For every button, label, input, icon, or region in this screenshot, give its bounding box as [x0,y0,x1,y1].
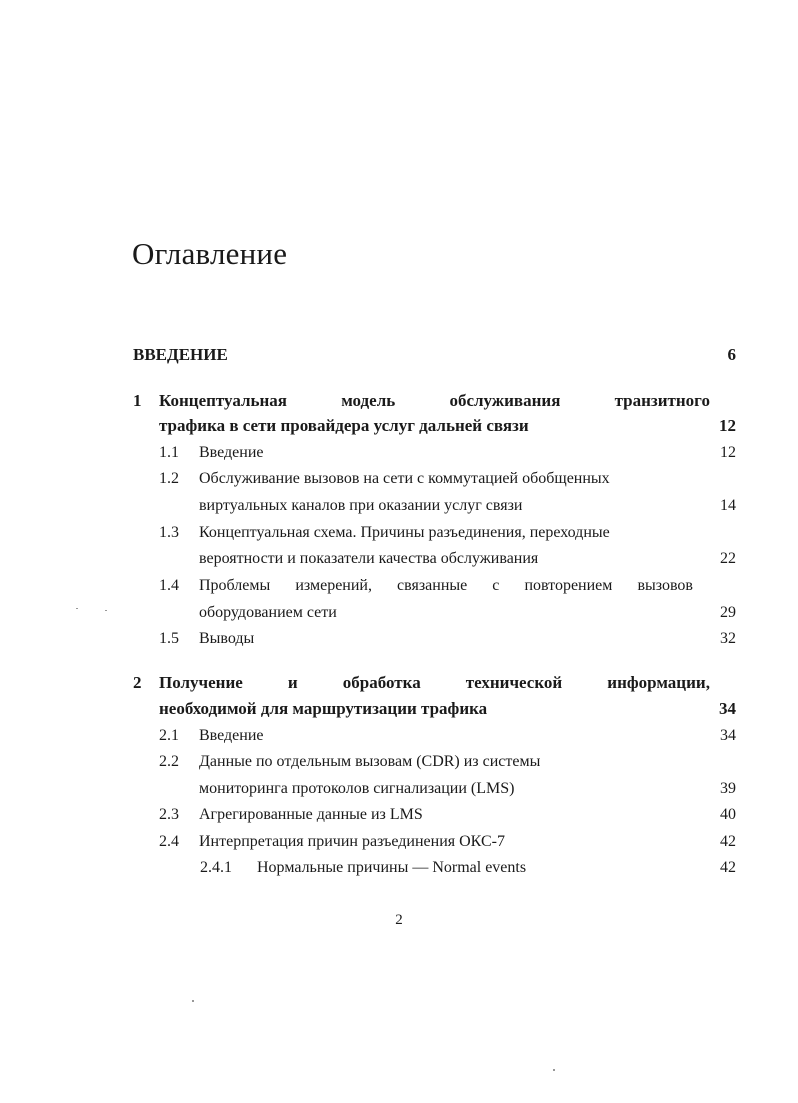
section-page: 34 [720,727,736,744]
toc-chapter-2[interactable] [0,671,798,695]
chapter-page: 34 [719,699,736,718]
scan-speck [192,1000,194,1002]
section-page: 29 [720,604,736,621]
chapter-title-line-2: трафика в сети провайдера услуг дальней связи [159,416,529,435]
section-title-line-2: оборудованием сети [199,604,337,621]
chapter-title-word: обработка [342,673,421,692]
toc-entry-introduction[interactable] [0,343,798,367]
section-number: 1.5 [159,630,179,647]
toc-section-1-3-line-2[interactable] [0,547,798,571]
chapter-title-word: информации, [607,673,710,692]
chapter-title-line-1 [159,389,710,413]
chapter-title-word: Концептуальная [159,391,287,410]
section-title: Агрегированные данные из LMS [199,806,423,823]
toc-entry-title: ВВЕДЕНИЕ [133,345,228,364]
chapter-title-word: модель [341,391,396,410]
section-page: 32 [720,630,736,647]
toc-section-2-1[interactable] [0,724,798,748]
toc-section-2-3[interactable] [0,803,798,827]
section-title: Интерпретация причин разъединения ОКС-7 [199,833,505,850]
toc-chapter-2-line-2[interactable] [0,697,798,721]
chapter-title-word: обслуживания [449,391,561,410]
chapter-title-word: технической [465,673,563,692]
chapter-title-line-1 [159,671,710,695]
scan-speck [105,610,107,611]
chapter-title-line-2: необходимой для маршрутизации трафика [159,699,488,718]
section-number: 1.3 [159,524,179,541]
section-title-word: Проблемы [199,577,271,594]
section-page: 12 [720,444,736,461]
section-title: Обслуживание вызовов на сети с коммутацией обобщенных [199,470,610,487]
section-title: Введение [199,444,264,461]
section-number: 2.1 [159,727,179,744]
section-page: 42 [720,833,736,850]
toc-section-1-5[interactable] [0,627,798,651]
toc-section-1-4-line-2[interactable] [0,601,798,625]
chapter-title-word: и [287,673,298,692]
section-title-word: вызовов [637,577,693,594]
chapter-title-word: Получение [159,673,243,692]
chapter-number: 2 [133,673,142,692]
toc-section-1-1[interactable] [0,441,798,465]
section-title [199,574,693,598]
section-number: 2.2 [159,753,179,770]
toc-section-1-3[interactable] [0,521,798,545]
section-number: 1.2 [159,470,179,487]
page-number: 2 [395,912,403,928]
section-title-line-2: виртуальных каналов при оказании услуг связи [199,497,523,514]
toc-section-1-4[interactable] [0,574,798,598]
section-page: 40 [720,806,736,823]
toc-section-1-2-line-2[interactable] [0,494,798,518]
page-title: Оглавление [132,236,288,271]
scan-speck [76,608,78,609]
section-title-word: повторением [524,577,613,594]
section-number: 2.3 [159,806,179,823]
section-title: Данные по отдельным вызовам (CDR) из системы [199,753,541,770]
section-title-line-2: мониторинга протоколов сигнализации (LMS) [199,780,515,797]
toc-section-2-4[interactable] [0,830,798,854]
toc-section-2-2-line-2[interactable] [0,777,798,801]
subsection-page: 42 [720,859,736,876]
section-page: 39 [720,780,736,797]
section-title-line-2: вероятности и показатели качества обслуживания [199,550,539,567]
subsection-title: Нормальные причины — Normal events [257,859,527,876]
section-page: 22 [720,550,736,567]
section-number: 1.4 [159,577,179,594]
section-number: 1.1 [159,444,179,461]
section-number: 2.4 [159,833,179,850]
toc-entry-page: 6 [727,345,736,364]
toc-section-1-2[interactable] [0,467,798,491]
scan-speck [553,1069,555,1071]
toc-section-2-2[interactable] [0,750,798,774]
section-page: 14 [720,497,736,514]
chapter-number: 1 [133,391,142,410]
section-title: Введение [199,727,264,744]
section-title: Выводы [199,630,255,647]
chapter-page: 12 [719,416,736,435]
section-title-word: связанные [397,577,468,594]
section-title-word: с [492,577,500,594]
section-title-word: измерений, [295,577,372,594]
subsection-number: 2.4.1 [200,859,232,876]
toc-subsection-2-4-1[interactable] [0,856,798,880]
section-title: Концептуальная схема. Причины разъединения, переходные [199,524,610,541]
chapter-title-word: транзитного [614,391,710,410]
toc-chapter-1-line-2[interactable] [0,414,798,438]
toc-chapter-1[interactable] [0,389,798,413]
